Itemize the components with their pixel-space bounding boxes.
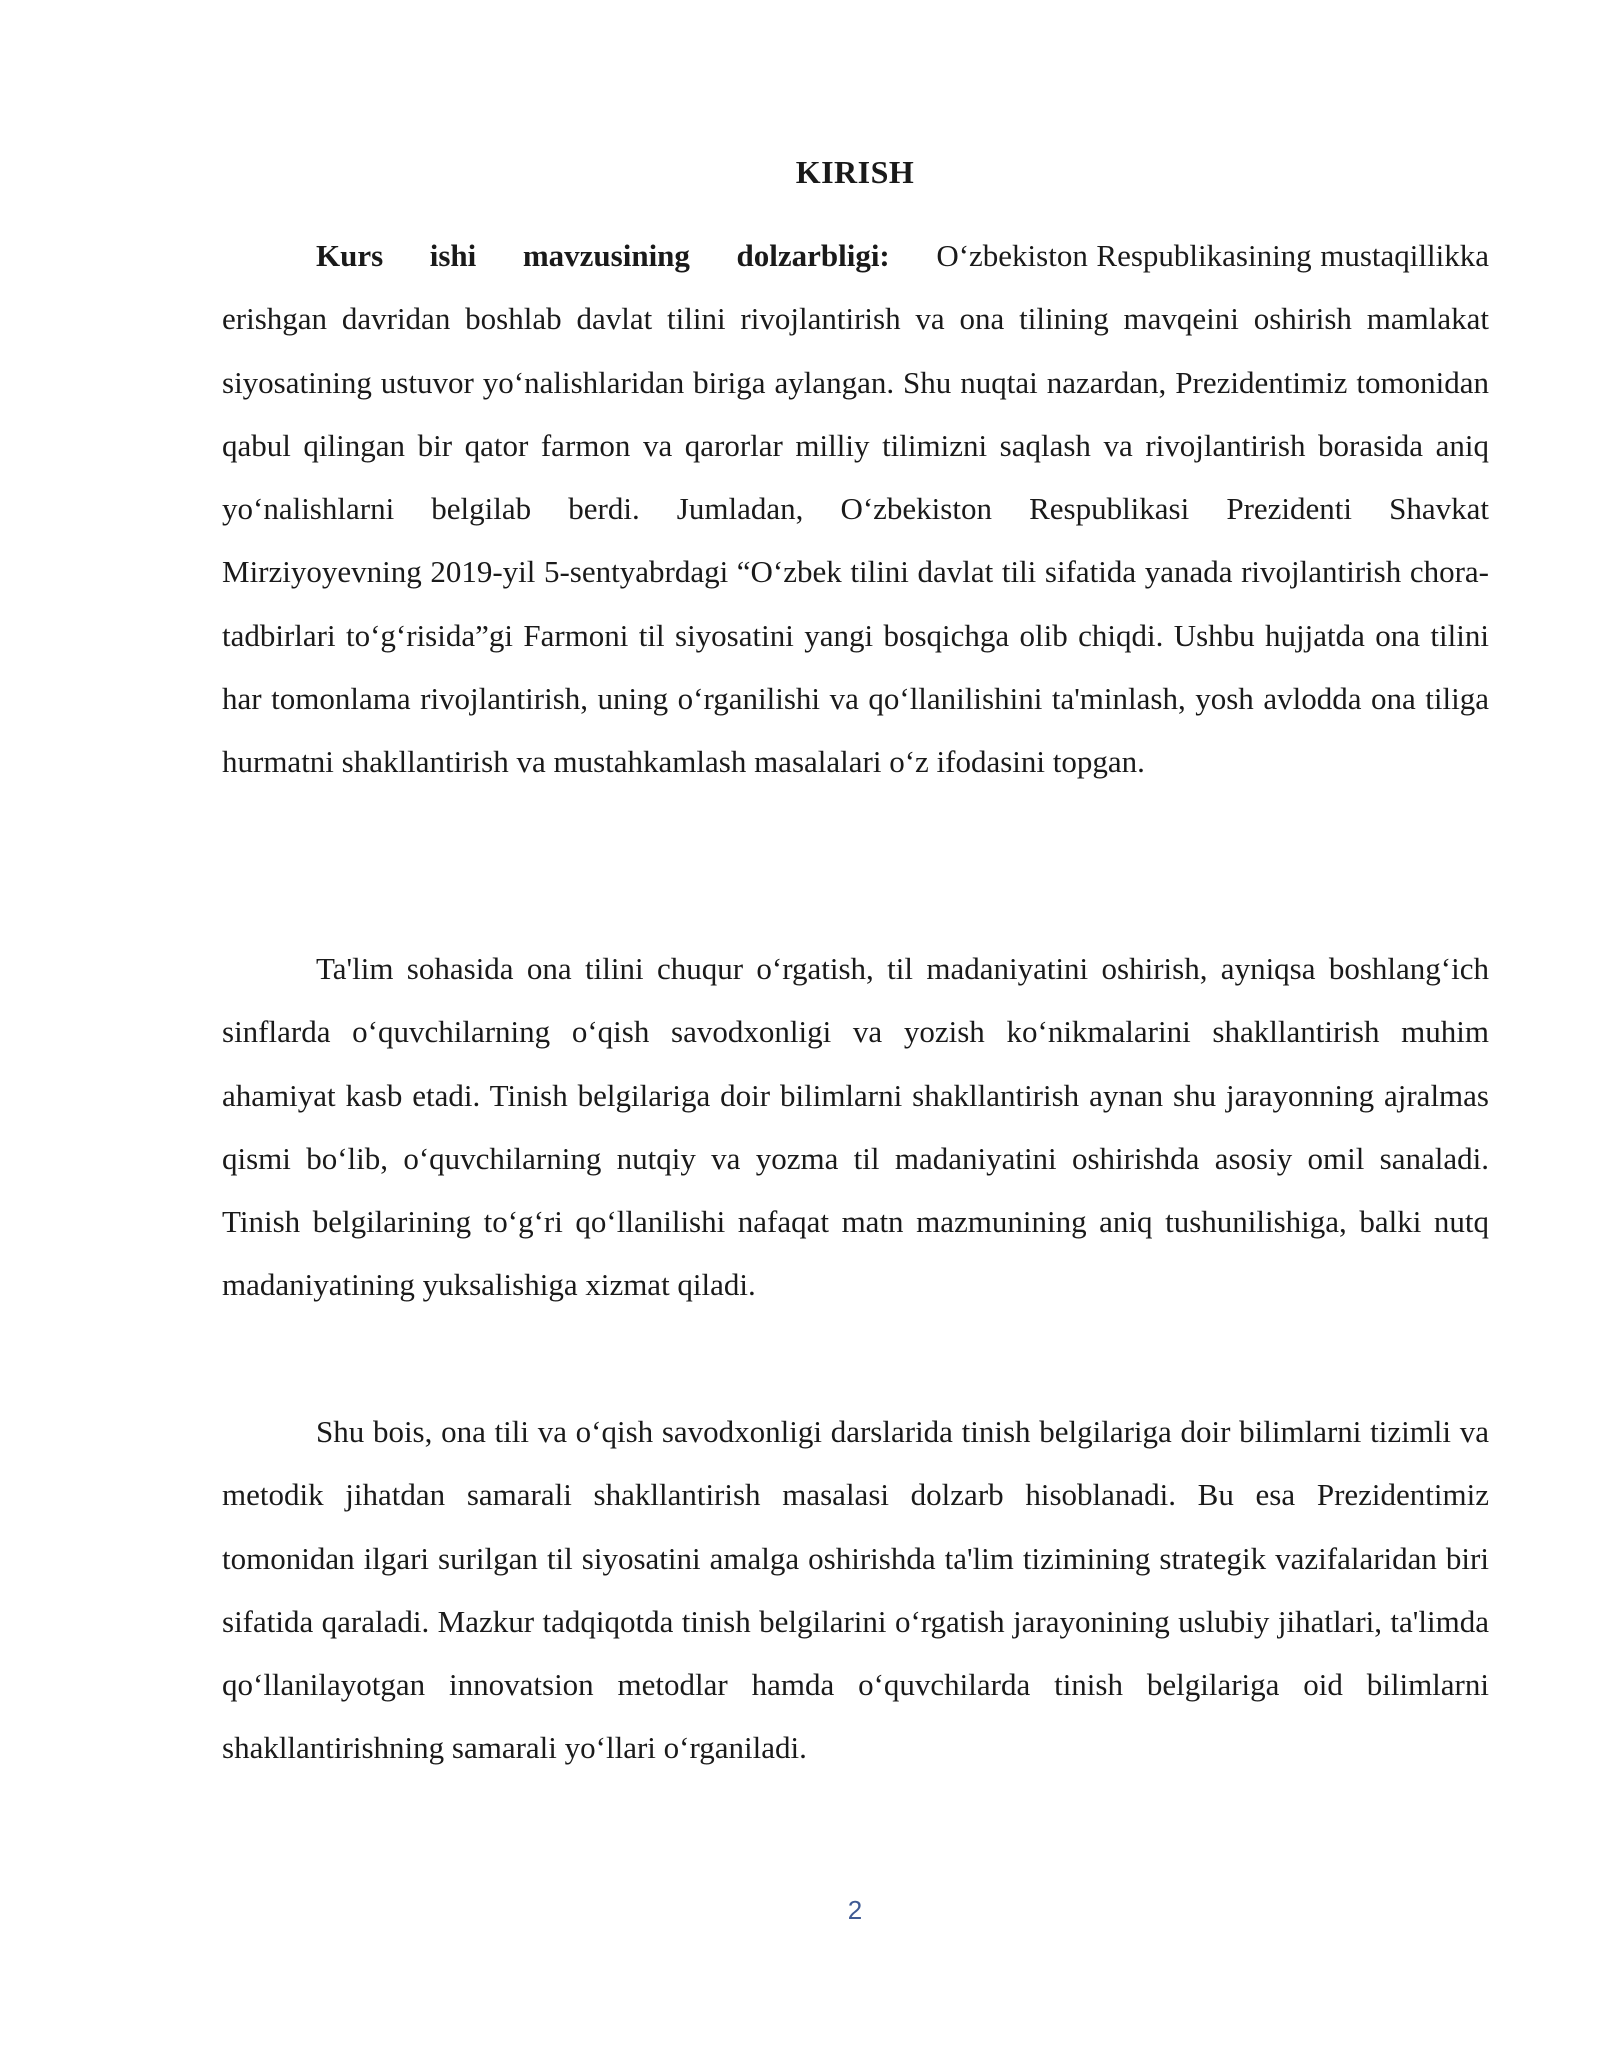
page-number: 2 bbox=[847, 1895, 863, 1925]
section-heading: KIRISH bbox=[795, 154, 915, 190]
paragraph-education bbox=[222, 937, 1489, 1317]
paragraph-lead-bold: Kurs ishi mavzusining dolzarbligi: bbox=[316, 238, 890, 273]
paragraph-text: Ta'lim sohasida ona tilini chuqur o‘rgatish, til madaniyatini oshirish, ayniqsa boshlang‘ich sinflarda o‘quvchilarning o‘qish savodxonligi va yozish ko‘nikmalarini shakllantirish muhim ahamiyat kasb etadi. Tinish belgilariga doir bilimlarni shakllantirish aynan shu jarayonning ajralmas qismi bo‘lib, o‘quvchilarning nutqiy va yozma til madaniyatini oshirishda asosiy omil sanaladi. Tinish belgilarining to‘g‘ri qo‘llanilishi nafaqat matn mazmunining aniq tushunilishiga, balki nutq madaniyatining yuksalishiga xizmat qiladi. bbox=[222, 951, 1489, 1303]
paragraph-text: O‘zbekiston Respublikasining mustaqillikka erishgan davridan boshlab davlat tilini rivojlantirish va ona tilining mavqeini oshirish mamlakat siyosatining ustuvor yo‘nalishlaridan biriga aylangan. Shu nuqtai nazardan, Prezidentimiz tomonidan qabul qilingan bir qator farmon va qarorlar milliy tilimizni saqlash va rivojlantirish borasida aniq yo‘nalishlarni belgilab berdi. Jumladan, O‘zbekiston Respublikasi Prezidenti Shavkat Mirziyoyevning 2019-yil 5-sentyabrdagi “O‘zbek tilini davlat tili sifatida yanada rivojlantirish chora-tadbirlari to‘g‘risida”gi Farmoni til siyosatini yangi bosqichga olib chiqdi. Ushbu hujjatda ona tilini har tomonlama rivojlantirish, uning o‘rganilishi va qo‘llanilishini ta'minlash, yosh avlodda ona tiliga hurmatni shakllantirish va mustahkamlash masalalari o‘z ifodasini topgan. bbox=[222, 238, 1490, 780]
paragraph-relevance bbox=[222, 224, 1489, 794]
paragraph-methodology bbox=[222, 1400, 1489, 1780]
paragraph-text: Shu bois, ona tili va o‘qish savodxonligi darslarida tinish belgilariga doir bilimlarni tizimli va metodik jihatdan samarali shakllantirish masalasi dolzarb hisoblanadi. Bu esa Prezidentimiz tomonidan ilgari surilgan til siyosatini amalga oshirishda ta'lim tizimining strategik vazifalaridan biri sifatida qaraladi. Mazkur tadqiqotda tinish belgilarini o‘rgatish jarayonining uslubiy jihatlari, ta'limda qo‘llanilayotgan innovatsion metodlar hamda o‘quvchilarda tinish belgilariga oid bilimlarni shakllantirishning samarali yo‘llari o‘rganiladi. bbox=[222, 1414, 1489, 1766]
